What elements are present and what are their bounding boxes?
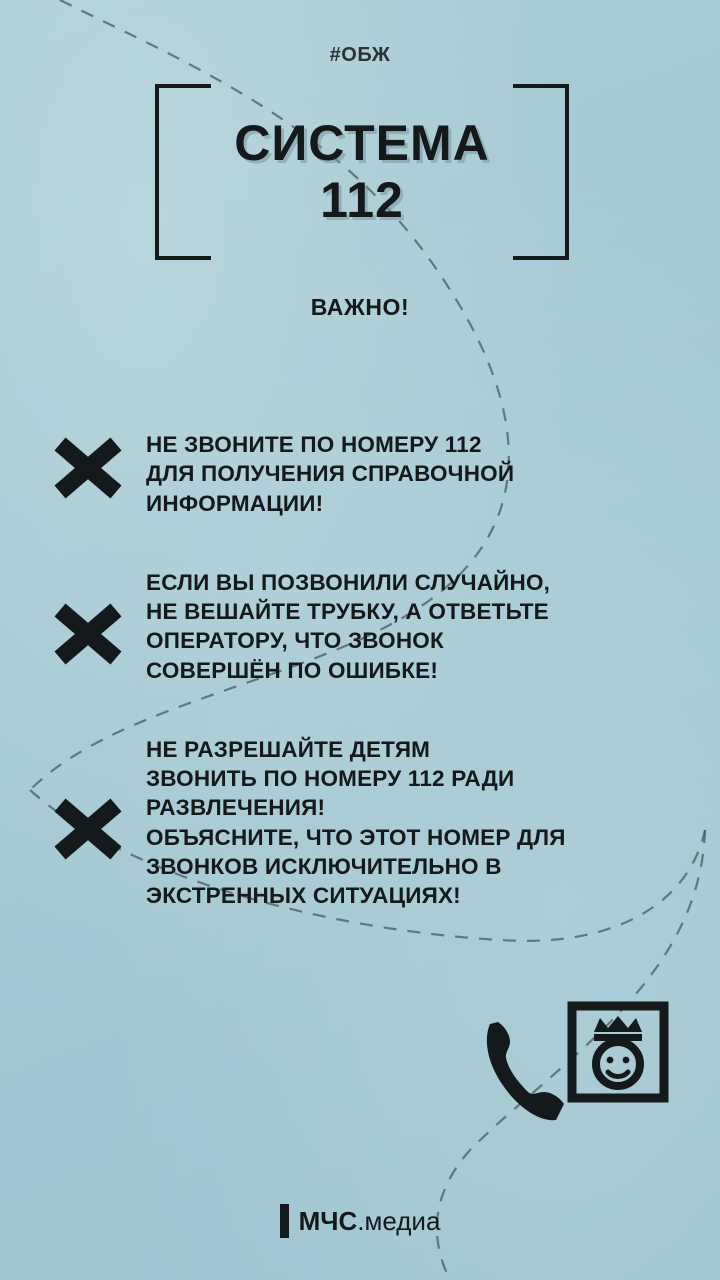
list-item: [0, 729, 720, 911]
important-label: ВАЖНО!: [310, 294, 410, 320]
list-item-line: НЕ ЗВОНИТЕ ПО НОМЕРУ 112: [146, 432, 482, 457]
page-title-line-1: СИСТЕМА: [234, 115, 490, 171]
list-item-line: ЕСЛИ ВЫ ПОЗВОНИЛИ СЛУЧАЙНО,: [146, 569, 551, 595]
page-title-line-2: 112: [320, 172, 404, 228]
list-item-text: [146, 729, 566, 911]
list-item-text: [146, 424, 514, 518]
title-block: [155, 84, 569, 252]
list-item-line: РАЗВЛЕЧЕНИЯ!: [146, 795, 326, 821]
list-item-line: НЕ РАЗРЕШАЙТЕ ДЕТЯМ: [146, 736, 431, 762]
list-item-line: ОПЕРАТОРУ, ЧТО ЗВОНОК: [146, 628, 444, 654]
phone-operator-icon: [468, 988, 678, 1148]
footer-logo: [0, 1204, 720, 1238]
list-item-line: ОБЪЯСНИТЕ, ЧТО ЭТОТ НОМЕР ДЛЯ: [146, 824, 566, 850]
list-item-line: ЭКСТРЕННЫХ СИТУАЦИЯХ!: [146, 883, 461, 908]
list-item-line: ДЛЯ ПОЛУЧЕНИЯ СПРАВОЧНОЙ: [146, 461, 515, 487]
list-item-line: ИНФОРМАЦИИ!: [146, 490, 324, 516]
list-item-line: ЗВОНКОВ ИСКЛЮЧИТЕЛЬНО В: [146, 853, 502, 879]
footer-bar-icon: [280, 1204, 289, 1238]
footer-brand-name: МЧС: [298, 1205, 358, 1236]
footer-brand-suffix: .медиа: [357, 1205, 441, 1236]
footer-brand: [299, 1206, 441, 1237]
list-item: [0, 424, 720, 518]
list-item-line: ЗВОНИТЬ ПО НОМЕРУ 112 РАДИ: [146, 766, 515, 791]
warning-list: [0, 424, 720, 954]
page-title: [155, 115, 569, 228]
list-item-line: СОВЕРШЁН ПО ОШИБКЕ!: [146, 657, 439, 683]
list-item-line: НЕ ВЕШАЙТЕ ТРУБКУ, А ОТВЕТЬТЕ: [146, 599, 549, 624]
list-item: [0, 562, 720, 685]
cross-icon: [48, 789, 132, 873]
cross-icon: [48, 428, 132, 512]
list-item-text: [146, 562, 550, 685]
cross-icon: [48, 594, 132, 678]
hashtag-label: #ОБЖ: [329, 44, 391, 66]
